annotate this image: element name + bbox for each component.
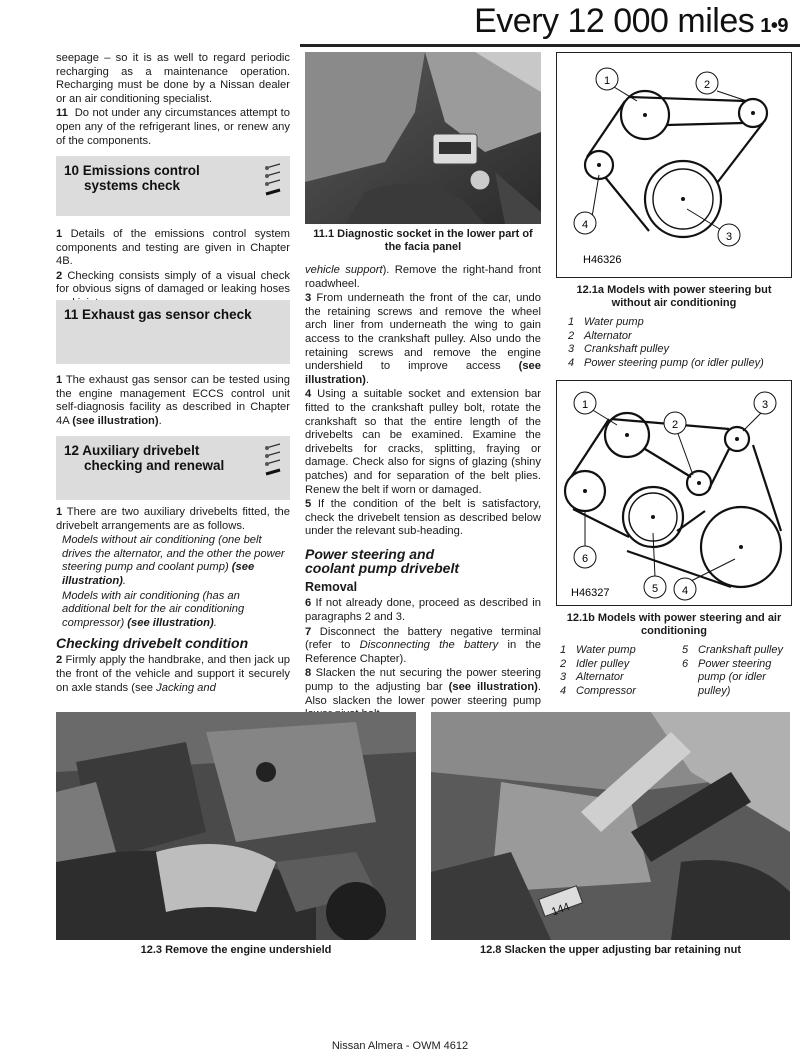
photo-diagnostic-socket [305,52,541,224]
legend-12-1a [568,316,792,370]
page-footer: Nissan Almera - OWM 4612 [331,1040,469,1052]
legend-item: 3 Alternator [560,671,624,683]
callout-2: 2 [703,79,711,91]
callout-6: 6 [581,553,589,565]
legend-12-1b-right [682,644,792,698]
callout-5: 5 [651,583,659,595]
section-12-heading [56,436,290,500]
subheading-power-steering: Power steering and coolant pump drivebelt [305,545,460,576]
callout-4: 4 [581,219,589,231]
intro-paragraph: seepage – so it is as well to regard periodic recharging as a maintenance operation. Recharging must be done by a Nissan dealer or an air conditioning specialist. [56,52,290,105]
caption-12-1a: 12.1a Models with power steering but without air conditioning [576,284,772,309]
section-10-title-line1: 10 Emissions control [64,163,200,178]
s12-list-item-2: Models with air conditioning (has an additional belt for the air conditioning compressor) (see illustration). [62,589,245,629]
subheading-checking-drivebelt: Checking drivebelt condition [56,635,249,652]
photo-adjusting-bar [431,712,790,940]
paragraph-5: 5 If the condition of the belt is satisfactory, check the drivebelt tension as described below under the relevant sub-heading. [305,498,541,538]
diagram-code: H46327 [571,587,610,599]
callout-3: 3 [725,231,733,243]
header-rule [300,44,800,47]
caption-12-1b: 12.1b Models with power steering and air conditioning [566,612,782,637]
legend-item: 6 Power steering pump (or idler pulley) [682,657,772,697]
caption-12-8: 12.8 Slacken the upper adjusting bar retaining nut [480,944,741,956]
callout-1: 1 [581,399,589,411]
legend-item: 5 Crankshaft pulley [682,644,783,656]
s12-paragraph-2: 2 Firmly apply the handbrake, and then jack up the front of the vehicle and support it securely on axle stands (see Jacking and [56,654,291,694]
legend-item: 3 Crankshaft pulley [568,343,669,355]
callout-3: 3 [761,399,769,411]
part-tag: 144 [550,900,572,919]
s12-list-item-1: Models without air conditioning (one belt drives the alternator, and the other the power steering pump and coolant pump) (see illustration). [62,534,285,587]
diagram-12-1a [556,52,792,278]
legend-item: 4 Compressor [560,684,636,697]
diagram-code: H46326 [583,254,622,266]
section-11-title: 11 Exhaust gas sensor check [64,307,252,322]
section-12-title-line1: 12 Auxiliary drivebelt [64,443,200,458]
caption-11-1: 11.1 Diagnostic socket in the lower part of the facia panel [313,228,533,253]
s10-paragraph-1: 1 Details of the emissions control system components and testing are given in Chapter 4B. [56,228,290,268]
s10-paragraph-2: 2 Checking consists simply of a visual check for obvious signs of damaged or leaking hoses [56,269,290,296]
legend-12-1b-left [560,644,680,698]
difficulty-wrench-icon [262,442,286,495]
difficulty-wrench-icon [262,162,286,215]
continued-paragraph: vehicle support). Remove the right-hand front roadwheel. [305,264,542,290]
paragraph-7: 7 Disconnect the battery negative terminal (refer to Disconnecting the battery in the Reference Chapter). [305,625,542,665]
legend-item: 4 Power steering pump (or idler pulley) [568,356,764,369]
callout-1: 1 [603,75,611,87]
paragraph-4: 4 Using a suitable socket and extension bar fitted to the crankshaft pulley bolt, rotate the crankshaft so that the entire length of the drivebelts can be examined. Examine the drivebelts for cracks, splitting, fraying or damage. Check also for signs of glazing (shiny patches) and for separation of the belt plies. Renew the belt if worn or damaged. [305,388,541,496]
callout-2: 2 [671,419,679,431]
legend-item: 2 Alternator [568,329,632,342]
subheading-removal: Removal [305,579,358,594]
legend-item: 2 Idler pulley [560,657,630,670]
chapter-heading: Every 12 000 miles [474,2,755,40]
diagram-12-1b [556,380,792,606]
s11-paragraph-1: 1 The exhaust gas sensor can be tested using the engine management ECCS control unit self-diagnosis facility as described in Chapter 4A (see illustration). [56,374,290,427]
paragraph-8: 8 Slacken the nut securing the power steering pump to the adjusting bar (see illustration). Also slacken the lower power steering pump [305,667,542,707]
page-header-title [474,2,788,41]
section-12-body [56,506,290,696]
section-10-heading [56,156,290,216]
legend-item: 1 Water pump [568,316,644,328]
page-number: 1•9 [760,15,788,37]
callout-4: 4 [681,585,689,597]
paragraph-3: 3 From underneath the front of the car, undo the retaining screws and remove the wheel arch liner from underneath the wing to gain access to the crankshaft pulley. Also undo the retaining screws and remove the engine undershield to improve access (see illustration). [305,292,541,386]
col2-body [305,264,541,723]
caption-12-3: 12.3 Remove the engine undershield [140,944,332,956]
photo-engine-undershield [56,712,416,940]
paragraph-6: 6 If not already done, proceed as described in paragraphs 2 and 3. [305,597,541,624]
section-12-title-line2: checking and renewal [84,458,225,473]
col1-top-text [56,52,290,149]
section-11-heading [56,300,290,364]
s12-paragraph-1: 1 There are two auxiliary drivebelts fitted, the drivebelt arrangements are as follows. [56,506,290,532]
section-10-title-line2: systems check [84,178,181,193]
section-11-body [56,374,290,429]
paragraph-11: 11 Do not under any circumstances attempt to open any of the refrigerant lines, or renew any of the components. [56,107,290,147]
legend-item: 1 Water pump [560,644,636,656]
